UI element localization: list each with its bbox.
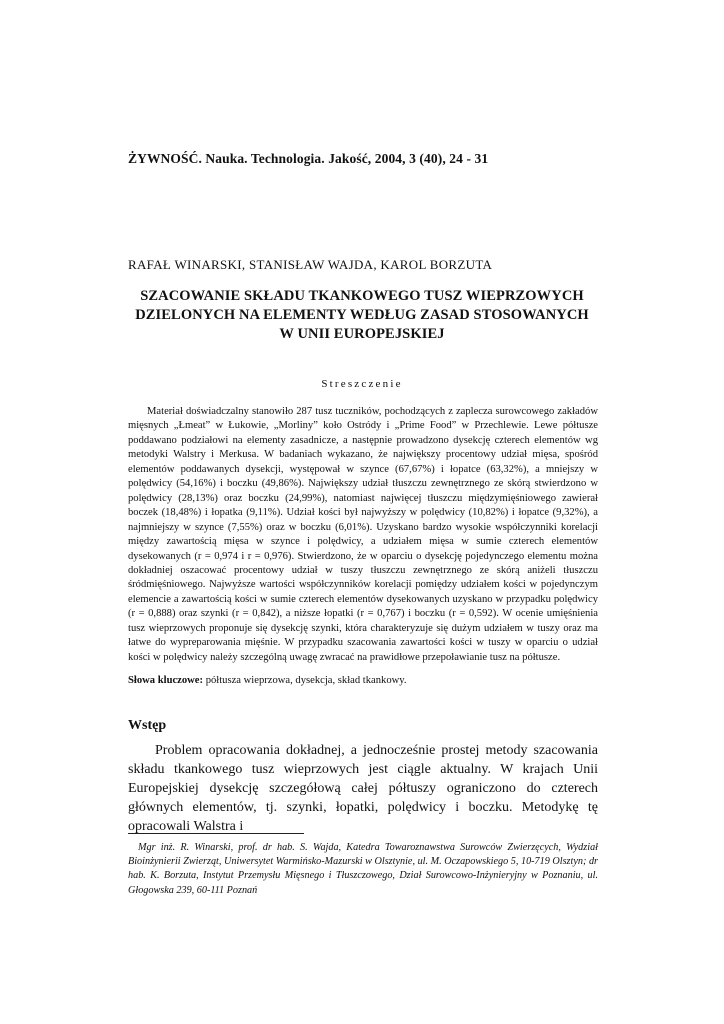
title-line: SZACOWANIE SKŁADU TKANKOWEGO TUSZ WIEPRZOWYCH (140, 288, 584, 304)
abstract (128, 405, 598, 665)
footnote (128, 841, 598, 898)
intro-paragraph: Problem opracowania dokładnej, a jednocześnie prostej metody szacowania składu tkankowego tusz wieprzowych jest ciągle aktualny. W krajach Unii Europejskiej dysekcję szczegółową całej półtuszy ograniczono do czterech głównych elementów, tj. szynki, łopatki, polędwicy i boczku. Metodykę tę opracowali Walstra i (128, 743, 598, 834)
abstract-heading: Streszczenie (321, 378, 403, 390)
abstract-paragraph: Materiał doświadczalny stanowiło 287 tusz tuczników, pochodzących z zaplecza surowcowego zakładów mięsnych „Łmeat” w Łukowie, „Morliny” koło Ostródy i „Prime Food” w Przechlewie. Lewe półtusze poddawano podziałowi na elementy zasadnicze, a następnie prowadzono dysekcję czterech elementów wg metodyki Walstry i Merkusa. W badaniach wykazano, że największy procentowy udział mięsa, spośród elementów poddawanych dysekcji, występował w szynce (67,67%) i łopatce (63,32%), a mniejszy w polędwicy (54,16%) i boczku (49,86%). Największy udział tłuszczu zewnętrznego ze skórą stwierdzono w polędwicy (28,13%) oraz boczku (24,99%), natomiast najwięcej tłuszczu międzymięśniowego zawierał boczek (18,48%) i łopatka (9,11%). Udział kości był najwyższy w polędwicy (10,82%) i łopatce (9,32%), a najmniejszy w szynce (7,55%) oraz w boczku (6,01%). Uzyskano bardzo wysokie współczynniki korelacji między zawartością mięsa w szynce i polędwicy, a udziałem mięsa w sumie czterech elementów dysekowanych (r = 0,974 i r = 0,976). Stwierdzono, że w oparciu o dysekcję pojedynczego elementu można dokładniej oszacować procentowy udział w tuszy tłuszczu zewnętrznego ze skórą aniżeli tłuszczu śródmięśniowego. Najwyższe wartości współczynników korelacji pomiędzy udziałem kości w pojedynczym elemencie a zawartością kości w sumie czterech elementów dysekowanych uzyskano w przypadku polędwicy (r = 0,888) oraz szynki (r = 0,842), a niższe łopatki (r = 0,767) i boczku (r = 0,592). W ocenie umięśnienia tusz wieprzowych proponuje się dysekcję szynki, która charakteryzuje się dużym udziałem w tuszy oraz ma łatwe do wypreparowania mięśnie. W przypadku szacowania zawartości kości w tuszy w oparciu o udział kości w polędwicy należy szczególną uwagę zwracać na prawidłowe przepoławianie tusz na półtusze. (128, 406, 598, 663)
paper-title (110, 287, 614, 344)
title-line: W UNII EUROPEJSKIEJ (279, 326, 445, 342)
footnote-divider (128, 833, 304, 834)
intro-section (128, 741, 598, 836)
footnote-paragraph: Mgr inż. R. Winarski, prof. dr hab. S. Wajda, Katedra Towaroznawstwa Surowców Zwierzęcych, Wydział Bioinżynierii Zwierząt, Uniwersytet Warmińsko-Mazurski w Olsztynie, ul. M. Oczapowskiego 5, 10-719 Olsztyn; dr hab. K. Borzuta, Instytut Przemysłu Mięsnego i Tłuszczowego, Dział Surowcowo-Inżynieryjny w Poznaniu, ul. Głogowska 239, 60-111 Poznań (128, 842, 598, 896)
journal-header: ŻYWNOŚĆ. Nauka. Technologia. Jakość, 2004, 3 (40), 24 - 31 (128, 151, 489, 166)
title-line: DZIELONYCH NA ELEMENTY WEDŁUG ZASAD STOSOWANYCH (135, 307, 589, 323)
author-list: RAFAŁ WINARSKI, STANISŁAW WAJDA, KAROL BORZUTA (128, 257, 493, 272)
keywords (128, 675, 598, 686)
keywords-label: Słowa kluczowe: (128, 675, 204, 686)
keywords-text: półtusza wieprzowa, dysekcja, skład tkankowy. (203, 675, 407, 686)
section-heading-intro: Wstęp (128, 718, 167, 733)
